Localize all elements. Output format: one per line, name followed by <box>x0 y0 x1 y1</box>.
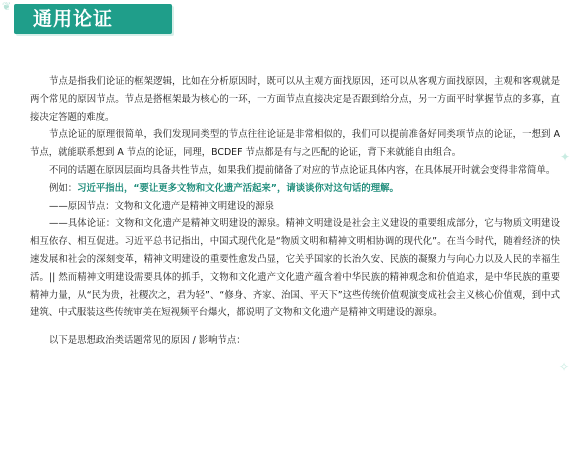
paragraph-node-principle: 节点论证的原理很简单，我们发现同类型的节点往往论证是非常相似的，我们可以提前准备好同类项节点的论证，一想到 A 节点，就能联系想到 A 节点的论证，同理，BCDEF 节点都是有与之匹配的论证，背下来就能自由组合。 <box>30 129 560 159</box>
argument-detail-paragraph: ——具体论证：文物和文化遗产是精神文明建设的源泉。精神文明建设是社会主义建设的重要组成部分，它与物质文明建设相互依存、相互促进。习近平总书记指出，中国式现代化是“物质文明和精神文明相协调的现代化”。在当今时代，随着经济的快速发展和社会的深刻变革，精神文明建设的重要性愈发凸显，它关乎国家的长治久安、民族的凝聚力与向心力以及人民的幸福生活。|| 然而精神文明建设需要具体的抓手，文物和文化遗产文化遗产蕴含着中华民族的精神观念和价值追求，是中华民族的重要精神力量，从“民为贵，社稷次之，君为轻”、“修身、齐家、治国、平天下”这些传统价值观演变成社会主义核心价值观，到中式建筑、中式服装这些传统审美在短视频平台爆火，都说明了文物和文化遗产是精神文明建设的源泉。 <box>30 218 561 319</box>
example-prefix: 例如： <box>49 182 78 194</box>
section-title: 通用论证 <box>33 8 114 30</box>
example-question-text: 习近平指出，“要让更多文物和文化遗产活起来”，请谈谈你对这句话的理解。 <box>77 182 399 194</box>
sparkle-decoration-icon: ✦ <box>560 150 571 164</box>
article-body <box>30 73 560 350</box>
sparkle-decoration-icon: ✧ <box>559 360 570 374</box>
leaf-decoration-icon: ❦ <box>2 0 12 13</box>
common-nodes-intro: 以下是思想政治类话题常见的原因 / 影响节点： <box>49 335 246 347</box>
paragraph-spacer <box>30 322 560 332</box>
reason-node-line: ——原因节点：文物和文化遗产是精神文明建设的源泉 <box>49 200 275 212</box>
paragraph-node-definition: 节点是指我们论证的框架逻辑，比如在分析原因时，既可以从主观方面找原因，还可以从客观方面找原因，主观和客观就是两个常见的原因节点。节点是搭框架最为核心的一环，一方面节点直接决定是否跟到给分点，另一方面平时掌握节点的多寡，直接决定答题的难度。 <box>30 76 560 123</box>
example-question <box>30 180 560 198</box>
paragraph-common-nodes: 不同的话题在原因层面均具备共性节点，如果我们提前储备了对应的节点论证具体内容，在具体展开时就会变得非常简单。 <box>49 164 556 176</box>
